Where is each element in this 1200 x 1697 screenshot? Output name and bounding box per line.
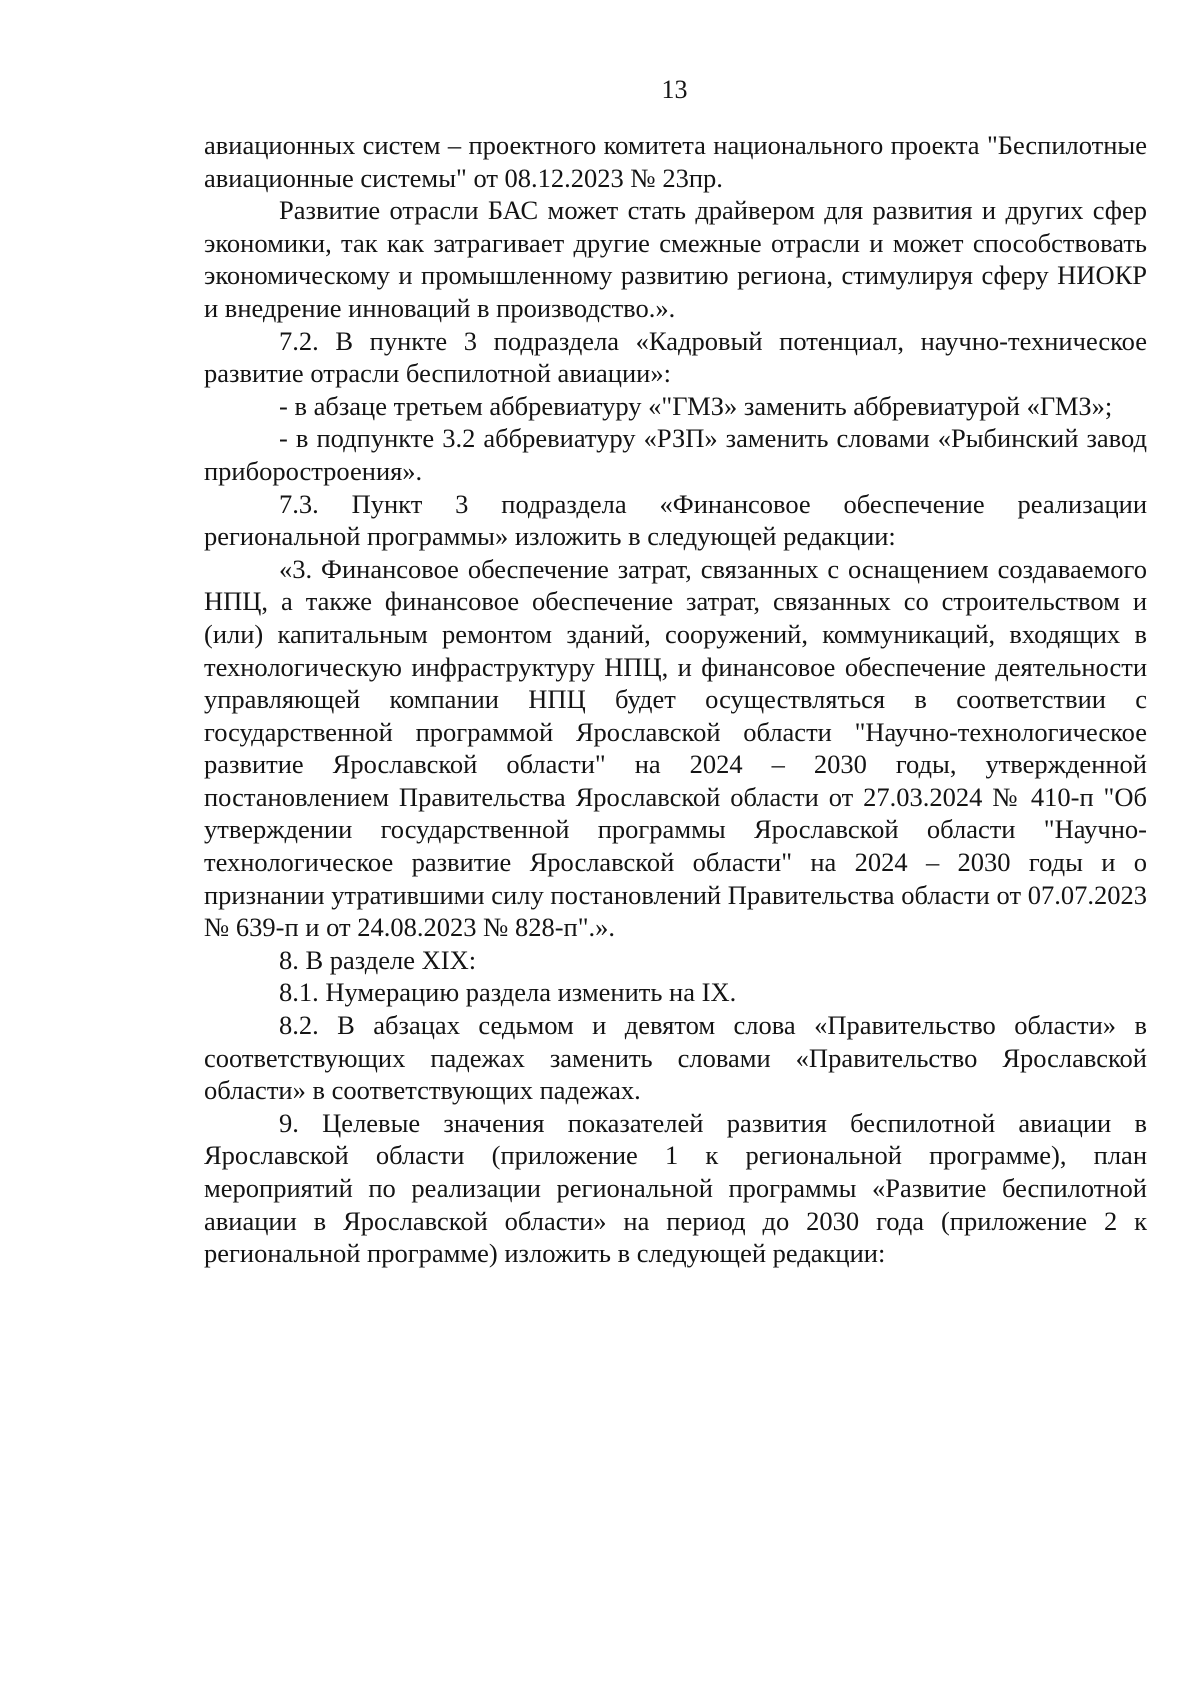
paragraph-7-3-quote: «3. Финансовое обеспечение затрат, связанных с оснащением создаваемого НПЦ, а также финансовое обеспечение затрат, связанных со строительством и (или) капитальным ремонтом зданий, сооружений, коммуникаций, входящих в технологическую инфраструктуру НПЦ, и финансовое обеспечение деятельности управляющей компании НПЦ будет осуществляться в соответствии с государственной программой Ярославской области "Научно-технологическое развитие Ярославской области" на 2024 – 2030 годы, утвержденной постановлением Правительства Ярославской области от 27.03.2024 № 410-п "Об утверждении государственной программы Ярославской области "Научно-технологическое развитие Ярославской области" на 2024 – 2030 годы и о признании утратившими силу постановлений Правительства области от 07.07.2023 № 639-п и от 24.08.2023 № 828-п".». <box>204 553 1147 943</box>
paragraph-7-2: 7.2. В пункте 3 подраздела «Кадровый потенциал, научно-техническое развитие отрасли беспилотной авиации»: <box>204 325 1147 389</box>
page-number: 13 <box>661 75 688 104</box>
document-body <box>204 129 1147 1270</box>
paragraph-7-2-item-rzp: - в подпункте 3.2 аббревиатуру «РЗП» заменить словами «Рыбинский завод приборостроения». <box>204 423 1147 486</box>
paragraph-9: 9. Целевые значения показателей развития беспилотной авиации в Ярославской области (приложение 1 к региональной программе), план мероприятий по реализации региональной программы «Развитие беспилотной авиации в Ярославской области» на период до 2030 года (приложение 2 к региональной программе) изложить в следующей редакции: <box>204 1107 1147 1269</box>
paragraph-continuation: авиационных систем – проектного комитета национального проекта "Беспилотные авиационные системы" от 08.12.2023 № 23пр. <box>204 130 1147 193</box>
paragraph-7-2-item-gmz: - в абзаце третьем аббревиатуру «"ГМЗ» заменить аббревиатурой «ГМЗ»; <box>279 390 1113 421</box>
paragraph-7-3: 7.3. Пункт 3 подраздела «Финансовое обеспечение реализации региональной программы» изложить в следующей редакции: <box>204 488 1147 552</box>
paragraph-bas-development: Развитие отрасли БАС может стать драйвером для развития и других сфер экономики, так как затрагивает другие смежные отрасли и может способствовать экономическому и промышленному развитию региона, стимулируя сферу НИОКР и внедрение инноваций в производство.». <box>204 195 1147 323</box>
paragraph-8: 8. В разделе XIX: <box>279 944 477 975</box>
paragraph-8-1: 8.1. Нумерацию раздела изменить на IX. <box>279 977 737 1008</box>
paragraph-8-2: 8.2. В абзацах седьмом и девятом слова «Правительство области» в соответствующих падежах заменить словами «Правительство Ярославской области» в соответствующих падежах. <box>204 1010 1147 1106</box>
